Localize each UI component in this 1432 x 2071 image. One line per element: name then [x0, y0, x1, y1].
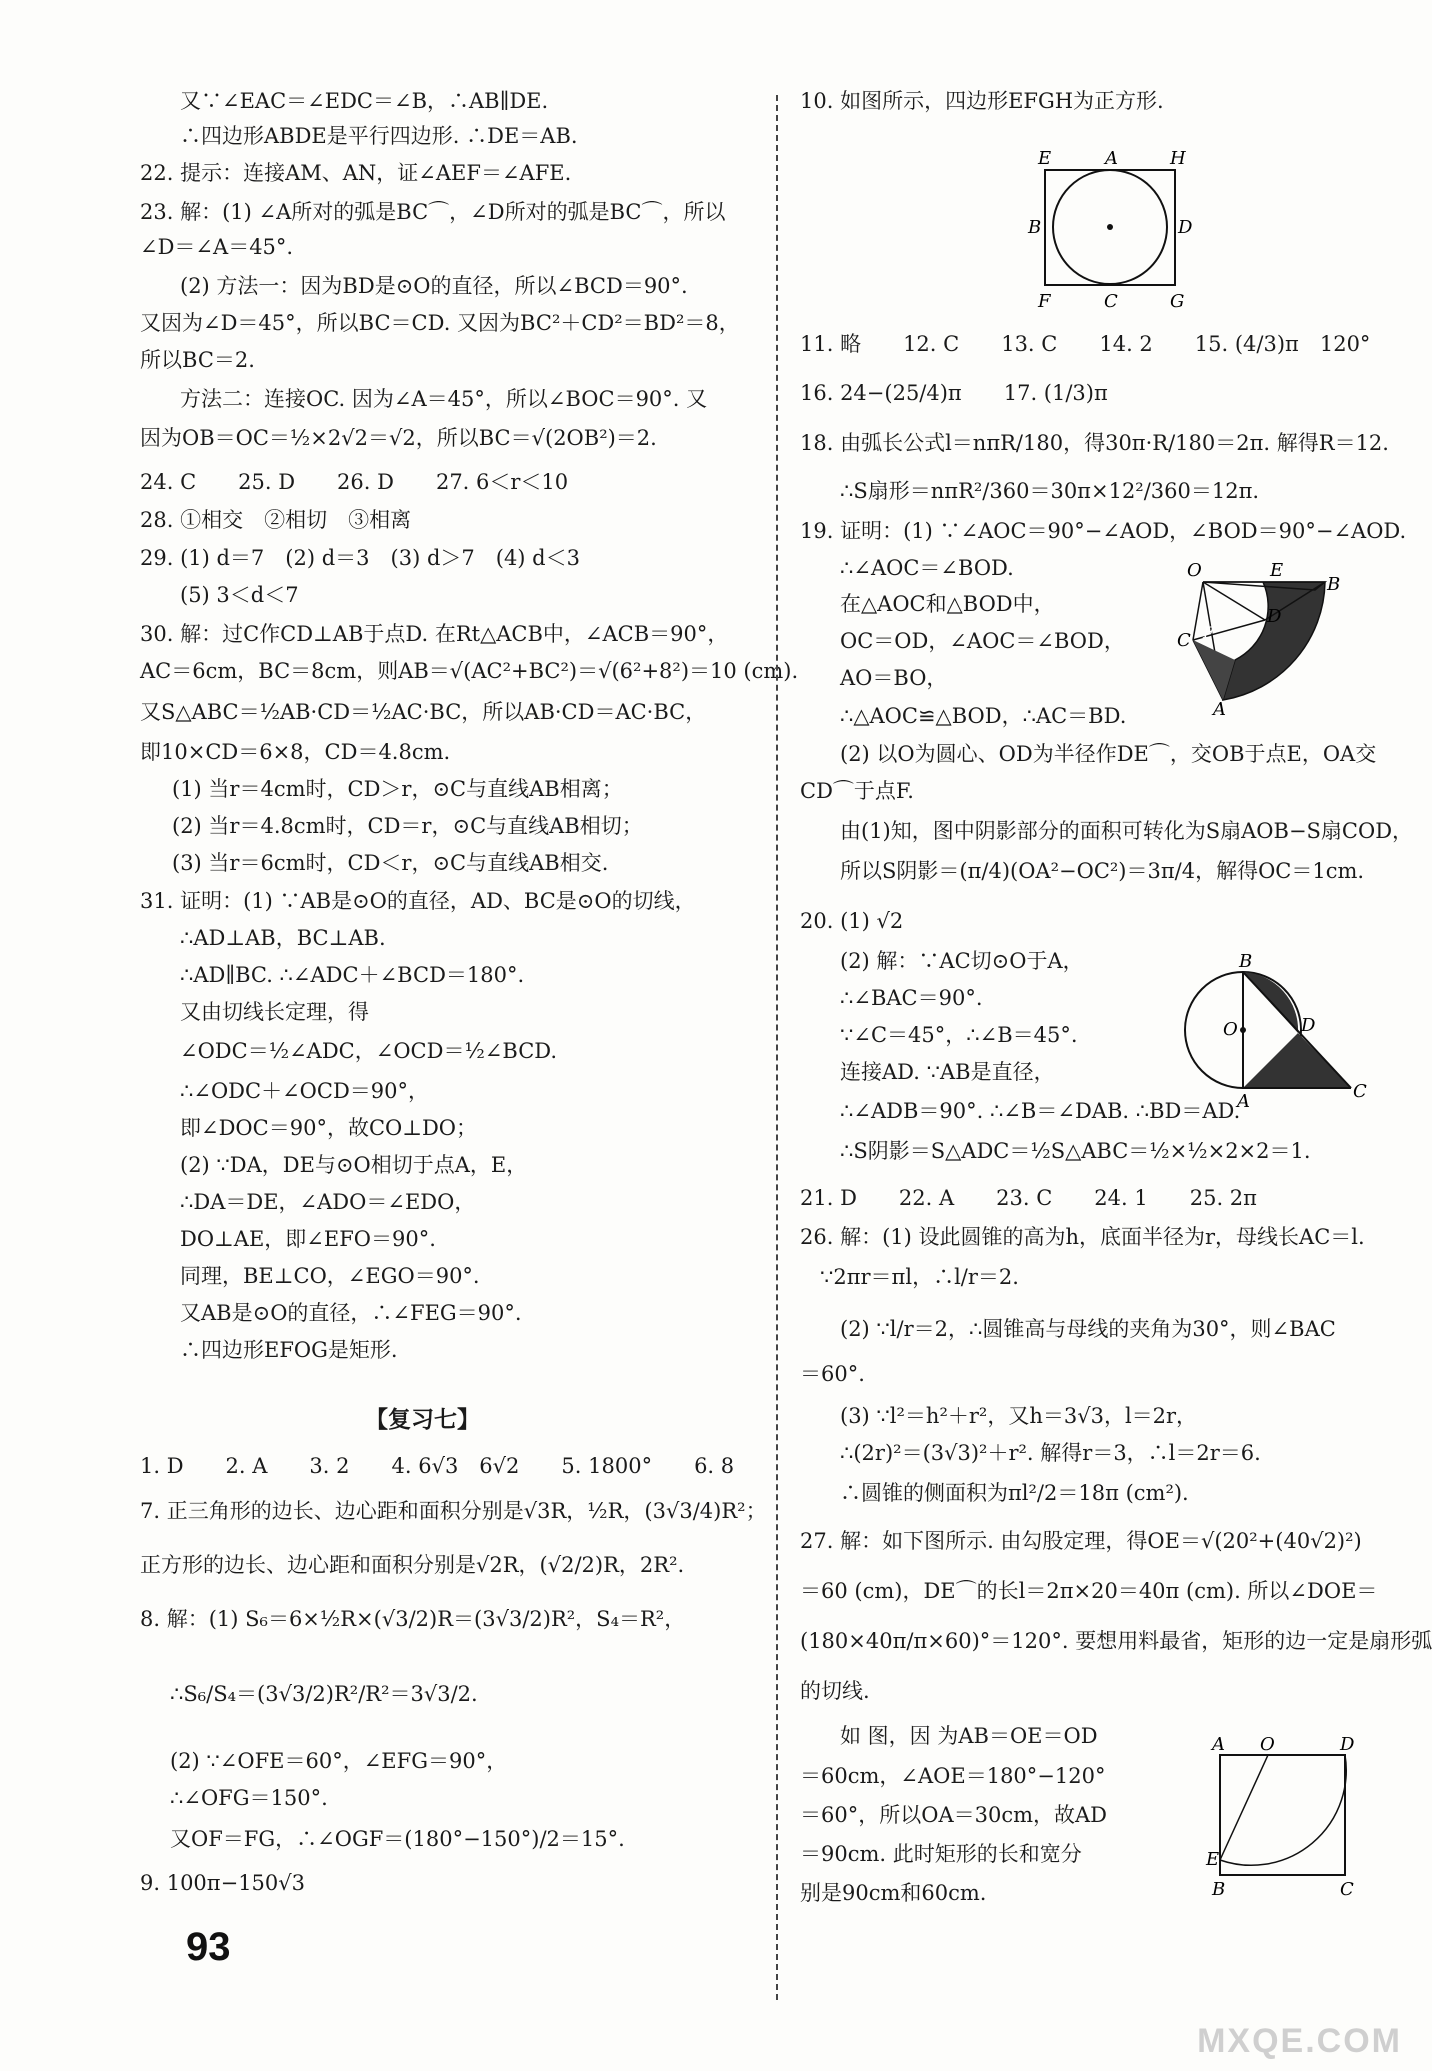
figure-q20-circle-tangent — [1175, 951, 1367, 1120]
right-text-line: ∴S阴影＝S△ADC＝½S△ABC＝½×½×2×2＝1. — [840, 1139, 1311, 1163]
right-text-line: ∵∠C＝45°，∴∠B＝45°. — [840, 1023, 1078, 1047]
right-text-line: ∴∠ADB＝90°. ∴∠B＝∠DAB. ∴BD＝AD. — [840, 1099, 1241, 1123]
left-text-line: 方法二：连接OC. 因为∠A＝45°，所以∠BOC＝90°. 又 — [180, 387, 708, 411]
label-O: O — [1260, 1734, 1275, 1755]
label-F: F — [1038, 291, 1051, 312]
left-text-line: (2) ∵DA，DE与⊙O相切于点A，E， — [180, 1153, 528, 1177]
right-text-line: ＝90cm. 此时矩形的长和宽分 — [800, 1842, 1082, 1866]
label-C: C — [1104, 291, 1118, 312]
label-H: H — [1170, 148, 1186, 169]
left-text-line: 29. (1) d＝7 (2) d＝3 (3) d＞7 (4) d＜3 — [140, 546, 580, 570]
left-text-line: ∴DA＝DE，∠ADO＝∠EDO， — [180, 1190, 476, 1214]
label-D: D — [1267, 606, 1282, 627]
label-O: O — [1187, 560, 1202, 581]
left-text-line: 23. 解：(1) ∠A所对的弧是BC⌒，∠D所对的弧是BC⌒，所以 — [140, 200, 726, 224]
left-text-line: 正方形的边长、边心距和面积分别是√2R，(√2/2)R，2R². — [140, 1553, 685, 1577]
right-text-line: 10. 如图所示，四边形EFGH为正方形. — [800, 89, 1164, 113]
right-text-line: 别是90cm和60cm. — [800, 1881, 987, 1905]
right-text-line: OC＝OD，∠AOC＝∠BOD， — [840, 629, 1125, 653]
label-B: B — [1327, 574, 1341, 595]
label-D: D — [1301, 1015, 1316, 1036]
left-text-line: (2) ∵∠OFE＝60°，∠EFG＝90°， — [170, 1749, 508, 1773]
right-text-line: 11. 略 12. C 13. C 14. 2 15. (4/3)π 120° — [800, 332, 1371, 356]
label-E: E — [1038, 148, 1052, 169]
right-text-line: (2) 以O为圆心、OD为半径作DE⌒，交OB于点E，OA交 — [840, 742, 1377, 766]
left-text-line: ∴∠OFG＝150°. — [170, 1786, 328, 1810]
left-text-line: 又∵∠EAC＝∠EDC＝∠B，∴AB∥DE. — [180, 89, 549, 113]
right-text-line: (3) ∵l²＝h²＋r²，又h＝3√3，l＝2r， — [840, 1404, 1198, 1428]
left-text-line: 8. 解：(1) S₆＝6×½R×(√3/2)R＝(3√3/2)R²，S₄＝R²， — [140, 1607, 686, 1631]
left-text-line: 【复习七】 — [365, 1406, 480, 1433]
right-text-line: ＝60°. — [800, 1362, 865, 1386]
left-text-line: 所以BC＝2. — [140, 348, 255, 372]
left-text-line: 30. 解：过C作CD⊥AB于点D. 在Rt△ACB中，∠ACB＝90°， — [140, 622, 729, 646]
left-text-line: 即10×CD＝6×8，CD＝4.8cm. — [140, 740, 451, 764]
label-A: A — [1237, 1091, 1250, 1112]
left-text-line: 7. 正三角形的边长、边心距和面积分别是√3R，½R，(3√3/4)R²； — [140, 1499, 767, 1523]
label-B: B — [1212, 1879, 1226, 1900]
left-text-line: (5) 3＜d＜7 — [180, 583, 299, 607]
right-text-line: 26. 解：(1) 设此圆锥的高为h，底面半径为r，母线长AC＝l. — [800, 1225, 1365, 1249]
label-O: O — [1223, 1019, 1238, 1040]
left-text-line: 28. ①相交 ②相切 ③相离 — [140, 508, 412, 532]
right-text-line: 在△AOC和△BOD中， — [840, 592, 1055, 616]
left-text-line: 22. 提示：连接AM、AN，证∠AEF＝∠AFE. — [140, 161, 572, 185]
right-text-line: 18. 由弧长公式l＝nπR/180，得30π·R/180＝2π. 解得R＝12. — [800, 431, 1389, 455]
left-text-line: 1. D 2. A 3. 2 4. 6√3 6√2 5. 1800° 6. 8 — [140, 1454, 735, 1478]
left-text-line: 因为OB＝OC＝½×2√2＝√2，所以BC＝√(2OB²)＝2. — [140, 426, 657, 450]
right-text-line: 如 图，因 为AB＝OE＝OD — [840, 1724, 1098, 1748]
left-text-line: ∴四边形ABDE是平行四边形. ∴DE＝AB. — [180, 124, 578, 148]
right-text-line: (2) 解：∵AC切⊙O于A， — [840, 949, 1084, 973]
left-text-line: 又S△ABC＝½AB·CD＝½AC·BC，所以AB·CD＝AC·BC， — [140, 700, 707, 724]
figure-q19-quarter-ring — [1175, 560, 1345, 720]
label-B: B — [1028, 217, 1042, 238]
left-text-line: 又AB是⊙O的直径，∴∠FEG＝90°. — [180, 1301, 522, 1325]
right-text-line: ∴∠BAC＝90°. — [840, 986, 983, 1010]
right-text-line: 21. D 22. A 23. C 24. 1 25. 2π — [800, 1186, 1257, 1210]
left-text-line: DO⊥AE，即∠EFO＝90°. — [180, 1227, 436, 1251]
right-text-line: 16. 24−(25/4)π 17. (1/3)π — [800, 381, 1108, 405]
left-text-line: 24. C 25. D 26. D 27. 6＜r＜10 — [140, 470, 569, 494]
left-text-line: ∴四边形EFOG是矩形. — [180, 1338, 398, 1362]
label-A: A — [1212, 1734, 1225, 1755]
left-text-line: ∠ODC＝½∠ADC，∠OCD＝½∠BCD. — [180, 1039, 558, 1063]
label-E: E — [1206, 1849, 1220, 1870]
right-text-line: (2) ∵l/r＝2，∴圆锥高与母线的夹角为30°，则∠BAC — [840, 1317, 1336, 1341]
right-text-line: ＝60 (cm)，DE⌒的长l＝2π×20＝40π (cm). 所以∠DOE＝ — [800, 1579, 1378, 1603]
right-text-line: 连接AD. ∵AB是直径， — [840, 1060, 1055, 1084]
right-text-line: (180×40π/π×60)°＝120°. 要想用料最省，矩形的边一定是扇形弧 — [800, 1629, 1432, 1653]
left-text-line: (1) 当r＝4cm时，CD＞r，⊙C与直线AB相离； — [172, 777, 623, 801]
label-F: F — [1203, 623, 1215, 642]
right-text-line: 所以S阴影＝(π/4)(OA²−OC²)＝3π/4，解得OC＝1cm. — [840, 859, 1365, 883]
right-text-line: ∴S扇形＝nπR²/360＝30π×12²/360＝12π. — [840, 479, 1260, 503]
label-G: G — [1170, 291, 1185, 312]
right-text-line: AO＝BO， — [840, 666, 948, 690]
label-D: D — [1340, 1734, 1355, 1755]
left-text-line: 31. 证明：(1) ∵AB是⊙O的直径，AD、BC是⊙O的切线， — [140, 889, 696, 913]
left-text-line: ∠D＝∠A＝45°. — [140, 235, 294, 259]
left-text-line: (2) 方法一：因为BD是⊙O的直径，所以∠BCD＝90°. — [180, 274, 688, 298]
right-text-line: ∴△AOC≌△BOD，∴AC＝BD. — [840, 704, 1127, 728]
label-D: D — [1178, 217, 1193, 238]
left-text-line: ∴AD∥BC. ∴∠ADC＋∠BCD＝180°. — [180, 963, 525, 987]
left-text-line: ∴S₆/S₄＝(3√3/2)R²/R²＝3√3/2. — [170, 1682, 478, 1706]
right-text-line: ∴(2r)²＝(3√3)²＋r². 解得r＝3，∴l＝2r＝6. — [840, 1441, 1261, 1465]
label-C: C — [1340, 1879, 1354, 1900]
label-C: C — [1177, 630, 1191, 651]
label-E: E — [1270, 560, 1284, 581]
right-text-line: ＝60°，所以OA＝30cm，故AD — [800, 1803, 1108, 1827]
left-text-line: ∴AD⊥AB，BC⊥AB. — [180, 926, 386, 950]
right-text-line: ＝60cm，∠AOE＝180°−120° — [800, 1764, 1106, 1788]
left-text-line: (2) 当r＝4.8cm时，CD＝r，⊙C与直线AB相切； — [172, 814, 643, 838]
label-A: A — [1213, 699, 1226, 720]
label-A: A — [1105, 148, 1118, 169]
right-text-line: 的切线. — [800, 1679, 870, 1703]
right-text-line: ∴∠AOC＝∠BOD. — [840, 556, 1014, 580]
left-text-line: 又因为∠D＝45°，所以BC＝CD. 又因为BC²＋CD²＝BD²＝8， — [140, 311, 740, 335]
page-number: 93 — [186, 1925, 231, 1969]
right-text-line: CD⌒于点F. — [800, 779, 914, 803]
left-text-line: 即∠DOC＝90°，故CO⊥DO； — [180, 1116, 478, 1140]
left-text-line: AC＝6cm，BC＝8cm，则AB＝√(AC²+BC²)＝√(6²+8²)＝10 (cm). — [140, 659, 799, 683]
left-text-line: (3) 当r＝6cm时，CD＜r，⊙C与直线AB相交. — [172, 851, 609, 875]
right-text-line: ∴圆锥的侧面积为πl²/2＝18π (cm²). — [840, 1481, 1189, 1505]
label-B: B — [1239, 951, 1253, 972]
left-text-line: 9. 100π−150√3 — [140, 1871, 306, 1895]
right-text-line: 20. (1) √2 — [800, 909, 904, 933]
watermark: MXQE.COM — [1197, 2022, 1402, 2060]
left-text-line: ∴∠ODC＋∠OCD＝90°， — [180, 1079, 430, 1103]
right-text-line: 19. 证明：(1) ∵∠AOC＝90°−∠AOD，∠BOD＝90°−∠AOD. — [800, 519, 1407, 543]
figure-q10-square-circle — [1020, 150, 1200, 310]
left-text-line: 同理，BE⊥CO，∠EGO＝90°. — [180, 1264, 480, 1288]
left-text-line: 又OF＝FG，∴∠OGF＝(180°−150°)/2＝15°. — [170, 1827, 625, 1851]
left-text-line: 又由切线长定理，得 — [180, 1000, 369, 1024]
right-text-line: ∵2πr＝πl，∴l/r＝2. — [820, 1265, 1019, 1289]
right-text-line: 由(1)知，图中阴影部分的面积可转化为S扇AOB−S扇COD， — [840, 819, 1414, 843]
figure-q27-rectangle-sector — [1200, 1735, 1365, 1900]
right-text-line: 27. 解：如下图所示. 由勾股定理，得OE＝√(20²+(40√2)²) — [800, 1529, 1362, 1553]
column-divider — [776, 95, 778, 2000]
label-C: C — [1353, 1081, 1367, 1102]
